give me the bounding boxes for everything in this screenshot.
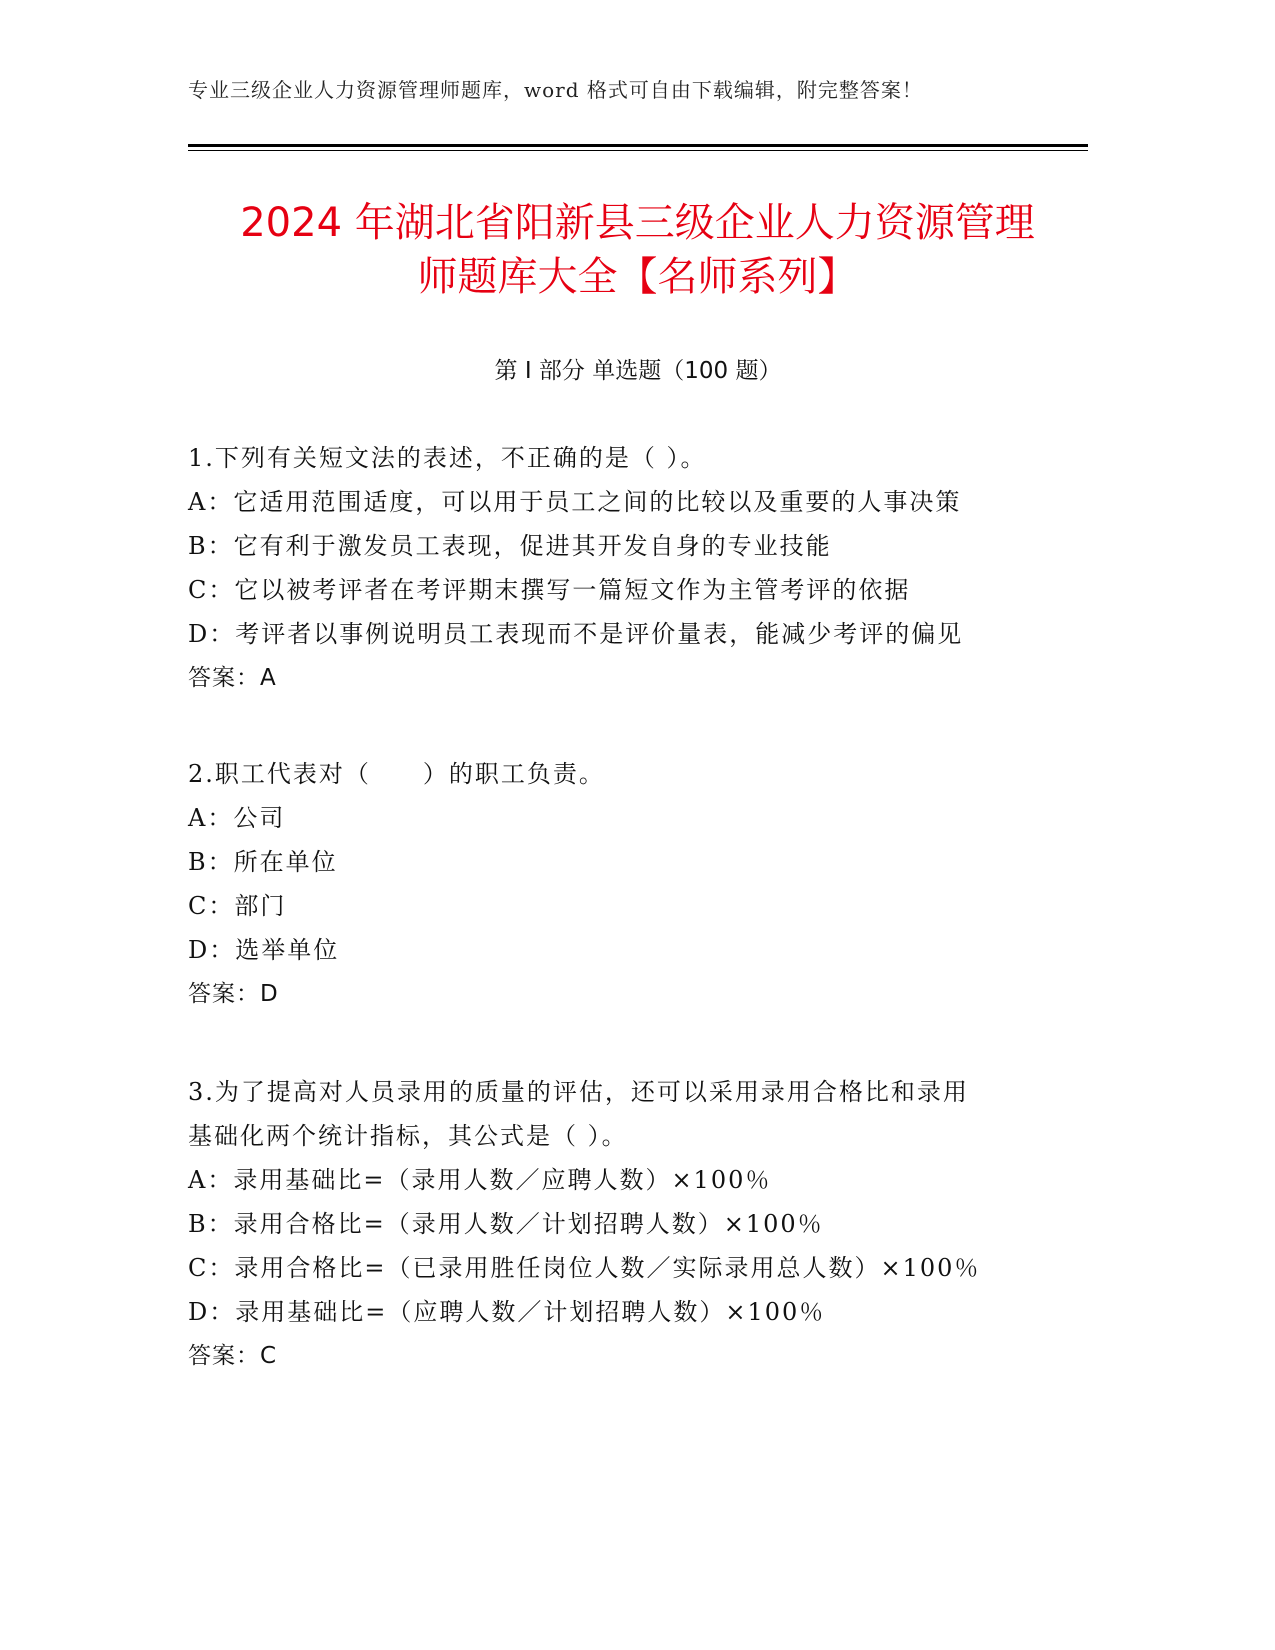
answer: 答案：C	[188, 1343, 278, 1369]
document-title-line-2: 师题库大全【名师系列】	[417, 254, 858, 300]
option-d: D：录用基础比=（应聘人数／计划招聘人数）×100％	[188, 1298, 826, 1326]
page-header-text: 专业三级企业人力资源管理师题库，word 格式可自由下载编辑，附完整答案！	[188, 78, 923, 102]
option-b: B：它有利于激发员工表现，促进其开发自身的专业技能	[188, 532, 832, 560]
question-stem: 1.下列有关短文法的表述，不正确的是（ ）。	[188, 444, 707, 472]
option-a: A：它适用范围适度，可以用于员工之间的比较以及重要的人事决策	[188, 488, 962, 516]
question-stem-line-2: 基础化两个统计指标，其公式是（ ）。	[188, 1122, 628, 1150]
option-d: D：选举单位	[188, 936, 340, 964]
option-c: C：录用合格比=（已录用胜任岗位人数／实际录用总人数）×100％	[188, 1254, 981, 1282]
option-b: B：录用合格比=（录用人数／计划招聘人数）×100％	[188, 1210, 824, 1238]
question-2	[188, 752, 1068, 1016]
option-b: B：所在单位	[188, 848, 338, 876]
answer: 答案：D	[188, 981, 279, 1007]
header-divider-thick	[188, 144, 1088, 147]
question-stem: 2.职工代表对（ ）的职工负责。	[188, 760, 605, 788]
document-title	[150, 196, 1125, 304]
question-stem-line-1: 3.为了提高对人员录用的质量的评估，还可以采用录用合格比和录用	[188, 1078, 969, 1106]
document-title-line-1: 2024 年湖北省阳新县三级企业人力资源管理	[240, 200, 1035, 246]
question-3	[188, 1070, 1068, 1378]
answer: 答案：A	[188, 665, 277, 691]
header-divider-thin	[188, 150, 1088, 151]
option-c: C：它以被考评者在考评期末撰写一篇短文作为主管考评的依据	[188, 576, 911, 604]
section-heading: 第 I 部分 单选题（100 题）	[494, 358, 782, 384]
question-1	[188, 436, 1068, 700]
option-c: C：部门	[188, 892, 287, 920]
option-a: A：录用基础比=（录用人数／应聘人数）×100％	[188, 1166, 772, 1194]
option-a: A：公司	[188, 804, 286, 832]
option-d: D：考评者以事例说明员工表现而不是评价量表，能减少考评的偏见	[188, 620, 964, 648]
